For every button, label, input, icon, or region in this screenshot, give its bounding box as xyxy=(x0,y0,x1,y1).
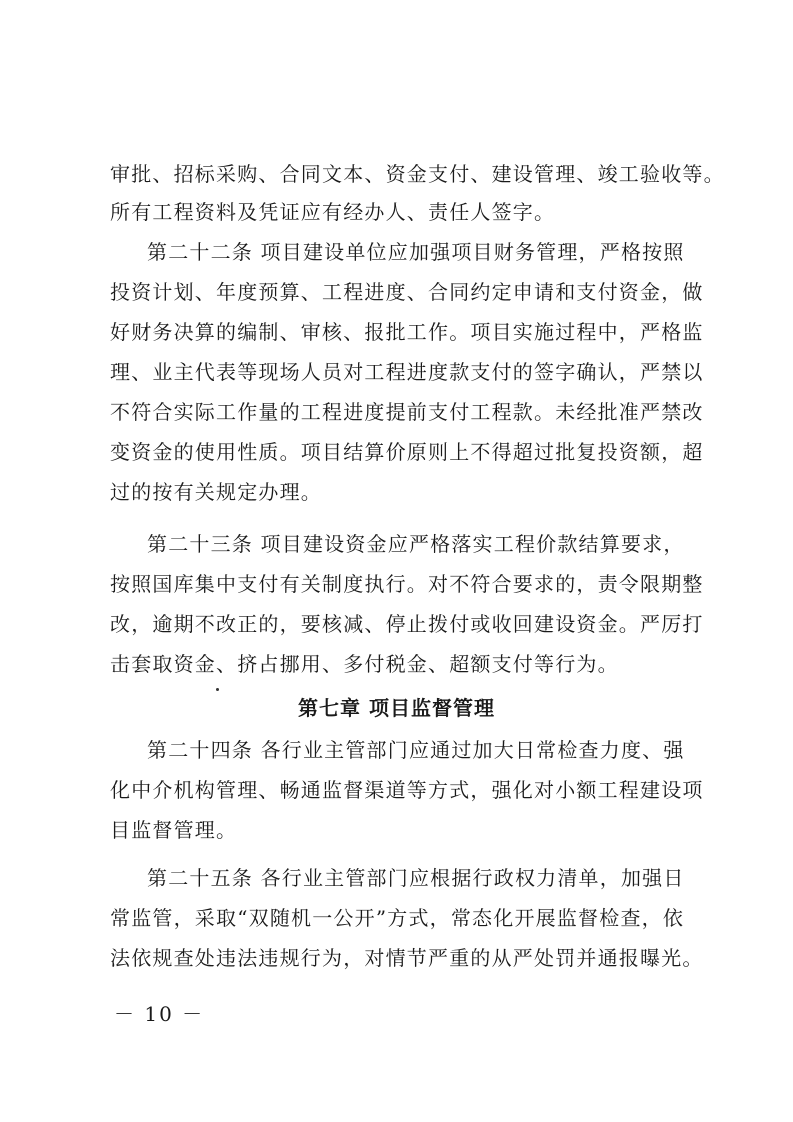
text-line: 不符合实际工作量的工程进度提前支付工程款。未经批准严禁改 xyxy=(110,400,704,424)
text-line: 常监管，采取“双随机一公开”方式，常态化开展监督检查，依 xyxy=(110,906,685,930)
article-22-start: 第二十二条 项目建设单位应加强项目财务管理，严格按照 xyxy=(147,240,685,264)
stray-mark xyxy=(216,688,219,691)
text-line: 化中介机构管理、畅通监督渠道等方式，强化对小额工程建设项 xyxy=(110,778,704,802)
text-line: 所有工程资料及凭证应有经办人、责任人签字。 xyxy=(110,200,556,224)
text-line: 投资计划、年度预算、工程进度、合同约定申请和支付资金，做 xyxy=(110,280,704,304)
article-25-start: 第二十五条 各行业主管部门应根据行政权力清单，加强日 xyxy=(147,866,685,890)
text-line: 改，逾期不改正的，要核减、停止拨付或收回建设资金。严厉打 xyxy=(110,612,704,636)
text-line: 过的按有关规定办理。 xyxy=(110,480,322,504)
text-line: 目监督管理。 xyxy=(110,818,238,842)
text-line: 好财务决算的编制、审核、报批工作。项目实施过程中，严格监 xyxy=(110,320,704,344)
text-line: 按照国库集中支付有关制度执行。对不符合要求的，责令限期整 xyxy=(110,572,704,596)
page-number: － 10 － xyxy=(114,1002,205,1026)
chapter-heading: 第七章 项目监督管理 xyxy=(298,696,495,720)
text-line: 理、业主代表等现场人员对工程进度款支付的签字确认，严禁以 xyxy=(110,360,704,384)
text-line: 审批、招标采购、合同文本、资金支付、建设管理、竣工验收等。 xyxy=(110,162,725,186)
text-line: 变资金的使用性质。项目结算价原则上不得超过批复投资额，超 xyxy=(110,440,704,464)
article-24-start: 第二十四条 各行业主管部门应通过加大日常检查力度、强 xyxy=(147,738,685,762)
text-line: 法依规查处违法违规行为，对情节严重的从严处罚并通报曝光。 xyxy=(110,946,704,970)
article-23-start: 第二十三条 项目建设资金应严格落实工程价款结算要求， xyxy=(147,532,685,556)
text-line: 击套取资金、挤占挪用、多付税金、超额支付等行为。 xyxy=(110,652,619,676)
